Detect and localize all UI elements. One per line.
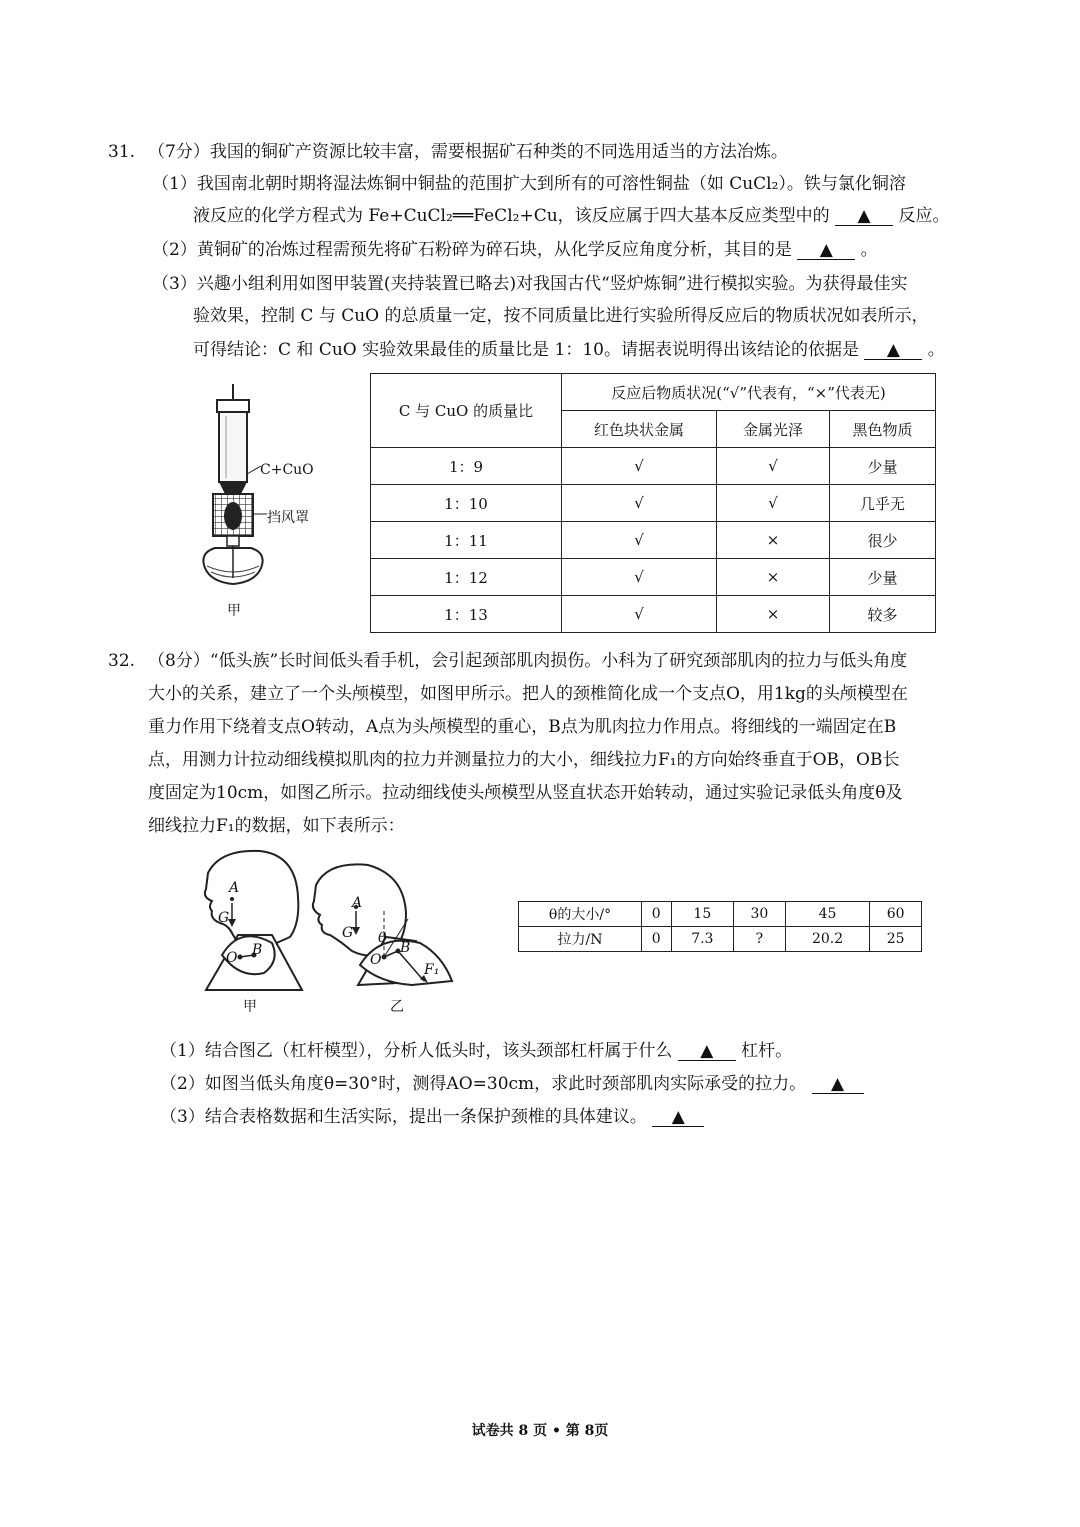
table-row — [519, 927, 922, 952]
q31-part1-line1: （1）我国南北朝时期将湿法炼铜中铜盐的范围扩大到所有的可溶性铜盐（如 CuCl₂）。铁与氯化铜溶 — [152, 174, 906, 194]
figure-caption-yi: 乙 — [390, 999, 404, 1015]
table-cell: √ — [562, 522, 717, 559]
q31-results-table — [370, 373, 936, 633]
table-cell: 7.3 — [671, 927, 734, 952]
table-cell: 几乎无 — [830, 485, 936, 522]
q32-line1: （8分）“低头族”长时间低头看手机，会引起颈部肌肉损伤。小科为了研究颈部肌肉的拉力与低头角度 — [148, 651, 908, 671]
label-a-jia: A — [229, 880, 240, 896]
table-cell: √ — [562, 596, 717, 633]
table-cell: 45 — [785, 902, 870, 927]
table-cell: 少量 — [830, 448, 936, 485]
q32-line6: 细线拉力F₁的数据，如下表所示： — [148, 816, 405, 836]
q32-sub1-text: （1）结合图乙（杠杆模型），分析人低头时，该头颈部杠杆属于什么 — [160, 1041, 673, 1061]
q32-sub1 — [160, 1040, 792, 1062]
table-header-group: 反应后物质状况(“√”代表有，“×”代表无) — [562, 374, 936, 411]
label-b-yi: B — [400, 940, 411, 956]
row-header-angle: θ的大小/° — [519, 902, 642, 927]
q32-sub2 — [160, 1073, 864, 1095]
q31-part2-tail: 。 — [860, 240, 878, 260]
table-cell: 1：11 — [371, 522, 562, 559]
table-subheader: 黑色物质 — [830, 411, 936, 448]
q31-part2-text: （2）黄铜矿的冶炼过程需预先将矿石粉碎为碎石块，从化学反应角度分析，其目的是 — [152, 240, 792, 260]
table-cell: √ — [717, 448, 830, 485]
table-cell: 很少 — [830, 522, 936, 559]
table-cell: √ — [562, 559, 717, 596]
table-cell: 1：10 — [371, 485, 562, 522]
answer-blank[interactable]: ▲ — [797, 241, 855, 260]
table-cell: 少量 — [830, 559, 936, 596]
table-row — [371, 522, 936, 559]
table-cell: × — [717, 559, 830, 596]
label-f1: F₁ — [424, 962, 440, 978]
q32-line5: 度固定为10cm，如图乙所示。拉动细线使头颅模型从竖直状态开始转动，通过实验记录低头角度θ及 — [148, 783, 903, 803]
label-g-yi: G — [342, 925, 354, 941]
table-cell: √ — [562, 485, 717, 522]
row-header-force: 拉力/N — [519, 927, 642, 952]
figure-caption-jia: 甲 — [243, 999, 257, 1015]
table-cell: 25 — [870, 927, 922, 952]
furnace-apparatus-figure — [185, 378, 335, 618]
label-a-yi: A — [352, 895, 363, 911]
label-theta: θ — [378, 930, 387, 946]
q32-sub2-text: （2）如图当低头角度θ=30°时，测得AO=30cm，求此时颈部肌肉实际承受的拉力。 — [160, 1074, 807, 1094]
table-cell: √ — [562, 448, 717, 485]
q31-part3-line2: 验效果，控制 C 与 CuO 的总质量一定，按不同质量比进行实验所得反应后的物质状况如表所示， — [193, 306, 929, 326]
q31-stem: （7分）我国的铜矿产资源比较丰富，需要根据矿石种类的不同选用适当的方法冶炼。 — [148, 142, 788, 162]
table-row — [371, 448, 936, 485]
q32-sub3 — [160, 1106, 704, 1128]
q31-part2 — [152, 239, 878, 261]
table-cell: 20.2 — [785, 927, 870, 952]
label-g-jia: G — [218, 910, 230, 926]
table-subheader: 红色块状金属 — [562, 411, 717, 448]
q31-part1-line2 — [193, 205, 949, 227]
figure-caption-jia: 甲 — [227, 603, 241, 619]
q31-part3-text: 可得结论：C 和 CuO 实验效果最佳的质量比是 1：10。请据表说明得出该结论的依据是 — [193, 340, 859, 360]
page-footer: 试卷共 8 页 • 第 8页 — [471, 1423, 609, 1439]
q32-line4: 点，用测力计拉动细线模拟肌肉的拉力并测量拉力的大小，细线拉力F₁的方向始终垂直于OB，OB长 — [148, 750, 900, 770]
label-c-cuo: C+CuO — [260, 462, 314, 478]
q31-part1-tail: 反应。 — [898, 206, 950, 226]
answer-blank[interactable]: ▲ — [864, 341, 922, 360]
table-row — [371, 559, 936, 596]
table-cell: 0 — [642, 902, 672, 927]
table-cell: 60 — [870, 902, 922, 927]
table-cell: 较多 — [830, 596, 936, 633]
table-row — [519, 902, 922, 927]
table-row — [371, 596, 936, 633]
q31-number: 31. — [108, 142, 136, 162]
label-o-yi: O — [370, 952, 382, 968]
table-cell: 1：9 — [371, 448, 562, 485]
answer-blank[interactable]: ▲ — [652, 1108, 704, 1127]
label-wind-shield: 挡风罩 — [267, 510, 309, 526]
table-cell: ? — [734, 927, 786, 952]
head-model-figure — [180, 845, 480, 1020]
q32-number: 32. — [108, 651, 136, 671]
table-header-ratio: C 与 CuO 的质量比 — [371, 374, 562, 448]
q32-line2: 大小的关系，建立了一个头颅模型，如图甲所示。把人的颈椎简化成一个支点O，用1kg的头颅模型在 — [148, 684, 908, 704]
label-b-jia: B — [252, 942, 263, 958]
table-row — [371, 485, 936, 522]
q31-part3-line3 — [193, 339, 945, 361]
label-o-jia: O — [226, 950, 238, 966]
q32-sub3-text: （3）结合表格数据和生活实际，提出一条保护颈椎的具体建议。 — [160, 1107, 647, 1127]
table-cell: 1：13 — [371, 596, 562, 633]
q32-sub1-tail: 杠杆。 — [741, 1041, 793, 1061]
table-cell: × — [717, 596, 830, 633]
q31-part3-line1: （3）兴趣小组利用如图甲装置(夹持装置已略去)对我国古代“竖炉炼铜”进行模拟实验。为获得最佳实 — [152, 274, 908, 294]
table-cell: 15 — [671, 902, 734, 927]
answer-blank[interactable]: ▲ — [835, 207, 893, 226]
table-cell: 1：12 — [371, 559, 562, 596]
q32-angle-force-table — [518, 901, 922, 952]
answer-blank[interactable]: ▲ — [812, 1075, 864, 1094]
table-cell: √ — [717, 485, 830, 522]
table-cell: × — [717, 522, 830, 559]
q31-part3-tail: 。 — [927, 340, 945, 360]
table-cell: 0 — [642, 927, 672, 952]
answer-blank[interactable]: ▲ — [678, 1042, 736, 1061]
table-cell: 30 — [734, 902, 786, 927]
q31-part1-text: 液反应的化学方程式为 Fe+CuCl₂══FeCl₂+Cu，该反应属于四大基本反应类型中的 — [193, 206, 830, 226]
q32-line3: 重力作用下绕着支点O转动，A点为头颅模型的重心，B点为肌肉拉力作用点。将细线的一端固定在B — [148, 717, 897, 737]
table-subheader: 金属光泽 — [717, 411, 830, 448]
